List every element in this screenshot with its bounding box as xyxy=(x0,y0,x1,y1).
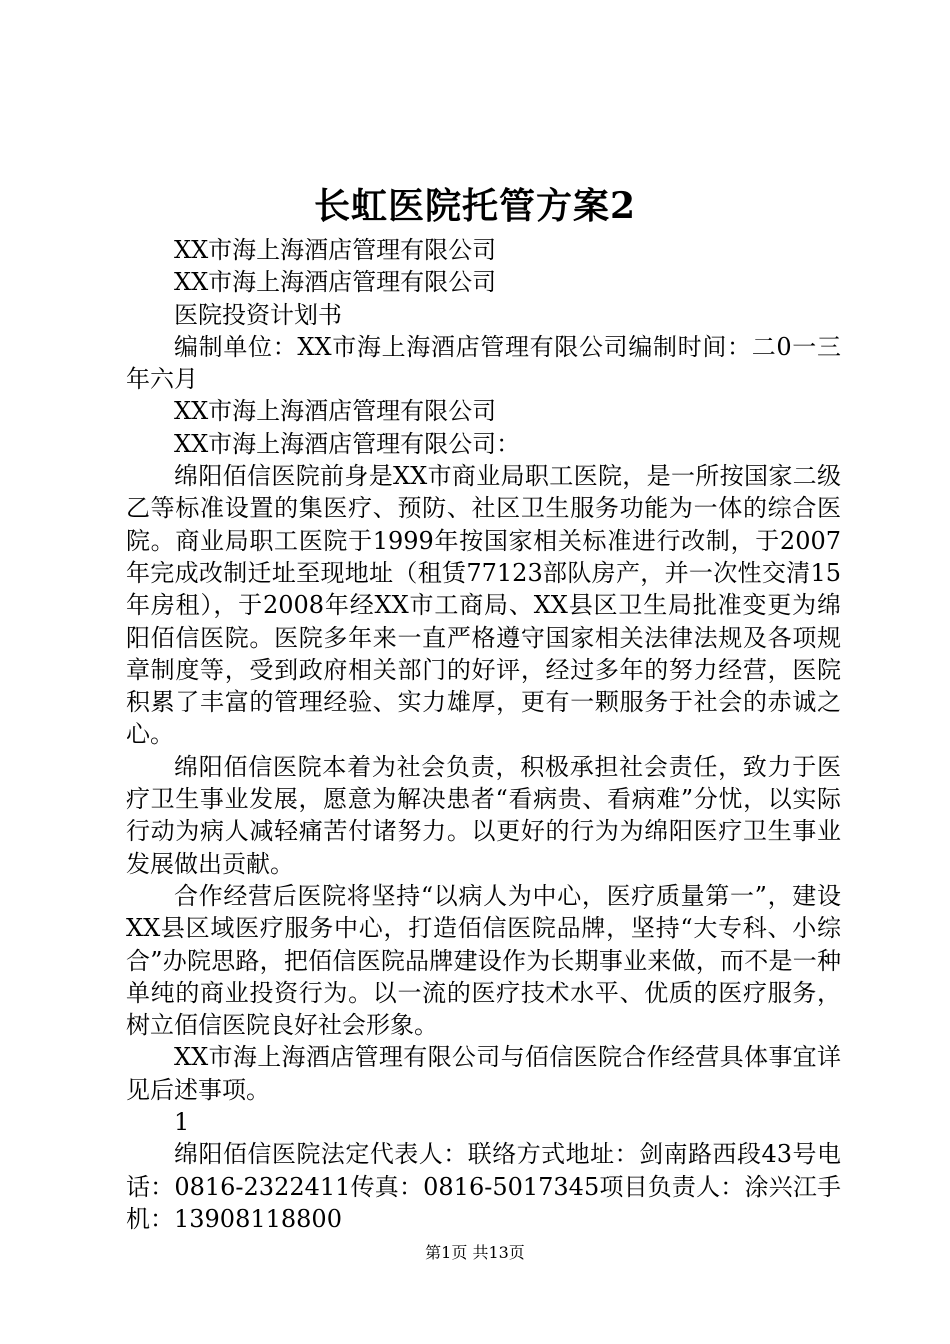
paragraph-contact-info: 绵阳佰信医院法定代表人：联络方式地址：剑南路西段43号电话：0816-2322411传真：0816-5017345项目负责人：涂兴江手机：13908118800 xyxy=(126,1140,841,1233)
paragraph-cooperation: 合作经营后医院将坚持“以病人为中心，医疗质量第一”，建设XX县区域医疗服务中心，打造佰信医院品牌，坚持“大专科、小综合”办院思路，把佰信医院品牌建设作为长期事业来做，而不是一种单纯的商业投资行为。以一流的医疗技术水平、优质的医疗服务，树立佰信医院良好社会形象。 xyxy=(126,881,841,1040)
paragraph-company-2: XX市海上海酒店管理有限公司 xyxy=(174,268,497,297)
paragraph-addressee: XX市海上海酒店管理有限公司： xyxy=(174,429,521,458)
paragraph-details: XX市海上海酒店管理有限公司与佰信医院合作经营具体事宜详见后述事项。 xyxy=(126,1043,841,1104)
paragraph-hospital-history: 绵阳佰信医院前身是XX市商业局职工医院，是一所按国家二级乙等标准设置的集医疗、预防、社区卫生服务功能为一体的综合医院。商业局职工医院于1999年按国家相关标准进行改制，于2007年完成改制迁址至现地址（租赁77123部队房产，并一次性交清15年房租），于2008年经XX市工商局、XX县区卫生局批准变更为绵阳佰信医院。医院多年来一直严格遵守国家相关法律法规及各项规章制度等，受到政府相关部门的好评，经过多年的努力经营，医院积累了丰富的管理经验、实力雄厚，更有一颗服务于社会的赤诚之心。 xyxy=(126,462,841,749)
paragraph-company-1: XX市海上海酒店管理有限公司 xyxy=(174,236,497,264)
document-body xyxy=(126,234,841,1235)
page-footer: 第1页 共13页 xyxy=(425,1243,525,1262)
paragraph-company-3: XX市海上海酒店管理有限公司 xyxy=(174,397,497,426)
paragraph-plan-title: 医院投资计划书 xyxy=(174,300,342,329)
paragraph-social-responsibility: 绵阳佰信医院本着为社会负责，积极承担社会责任，致力于医疗卫生事业发展，愿意为解决患者“看病贵、看病难”分忧，以实际行动为病人减轻痛苦付诸努力。以更好的行为为绵阳医疗卫生事业发展做出贡献。 xyxy=(126,752,841,878)
document-title: 长虹医院托管方案2 xyxy=(313,185,637,227)
paragraph-compiler: 编制单位：XX市海上海酒店管理有限公司编制时间：二0一三年六月 xyxy=(126,332,841,394)
paragraph-section-number: 1 xyxy=(174,1108,190,1137)
